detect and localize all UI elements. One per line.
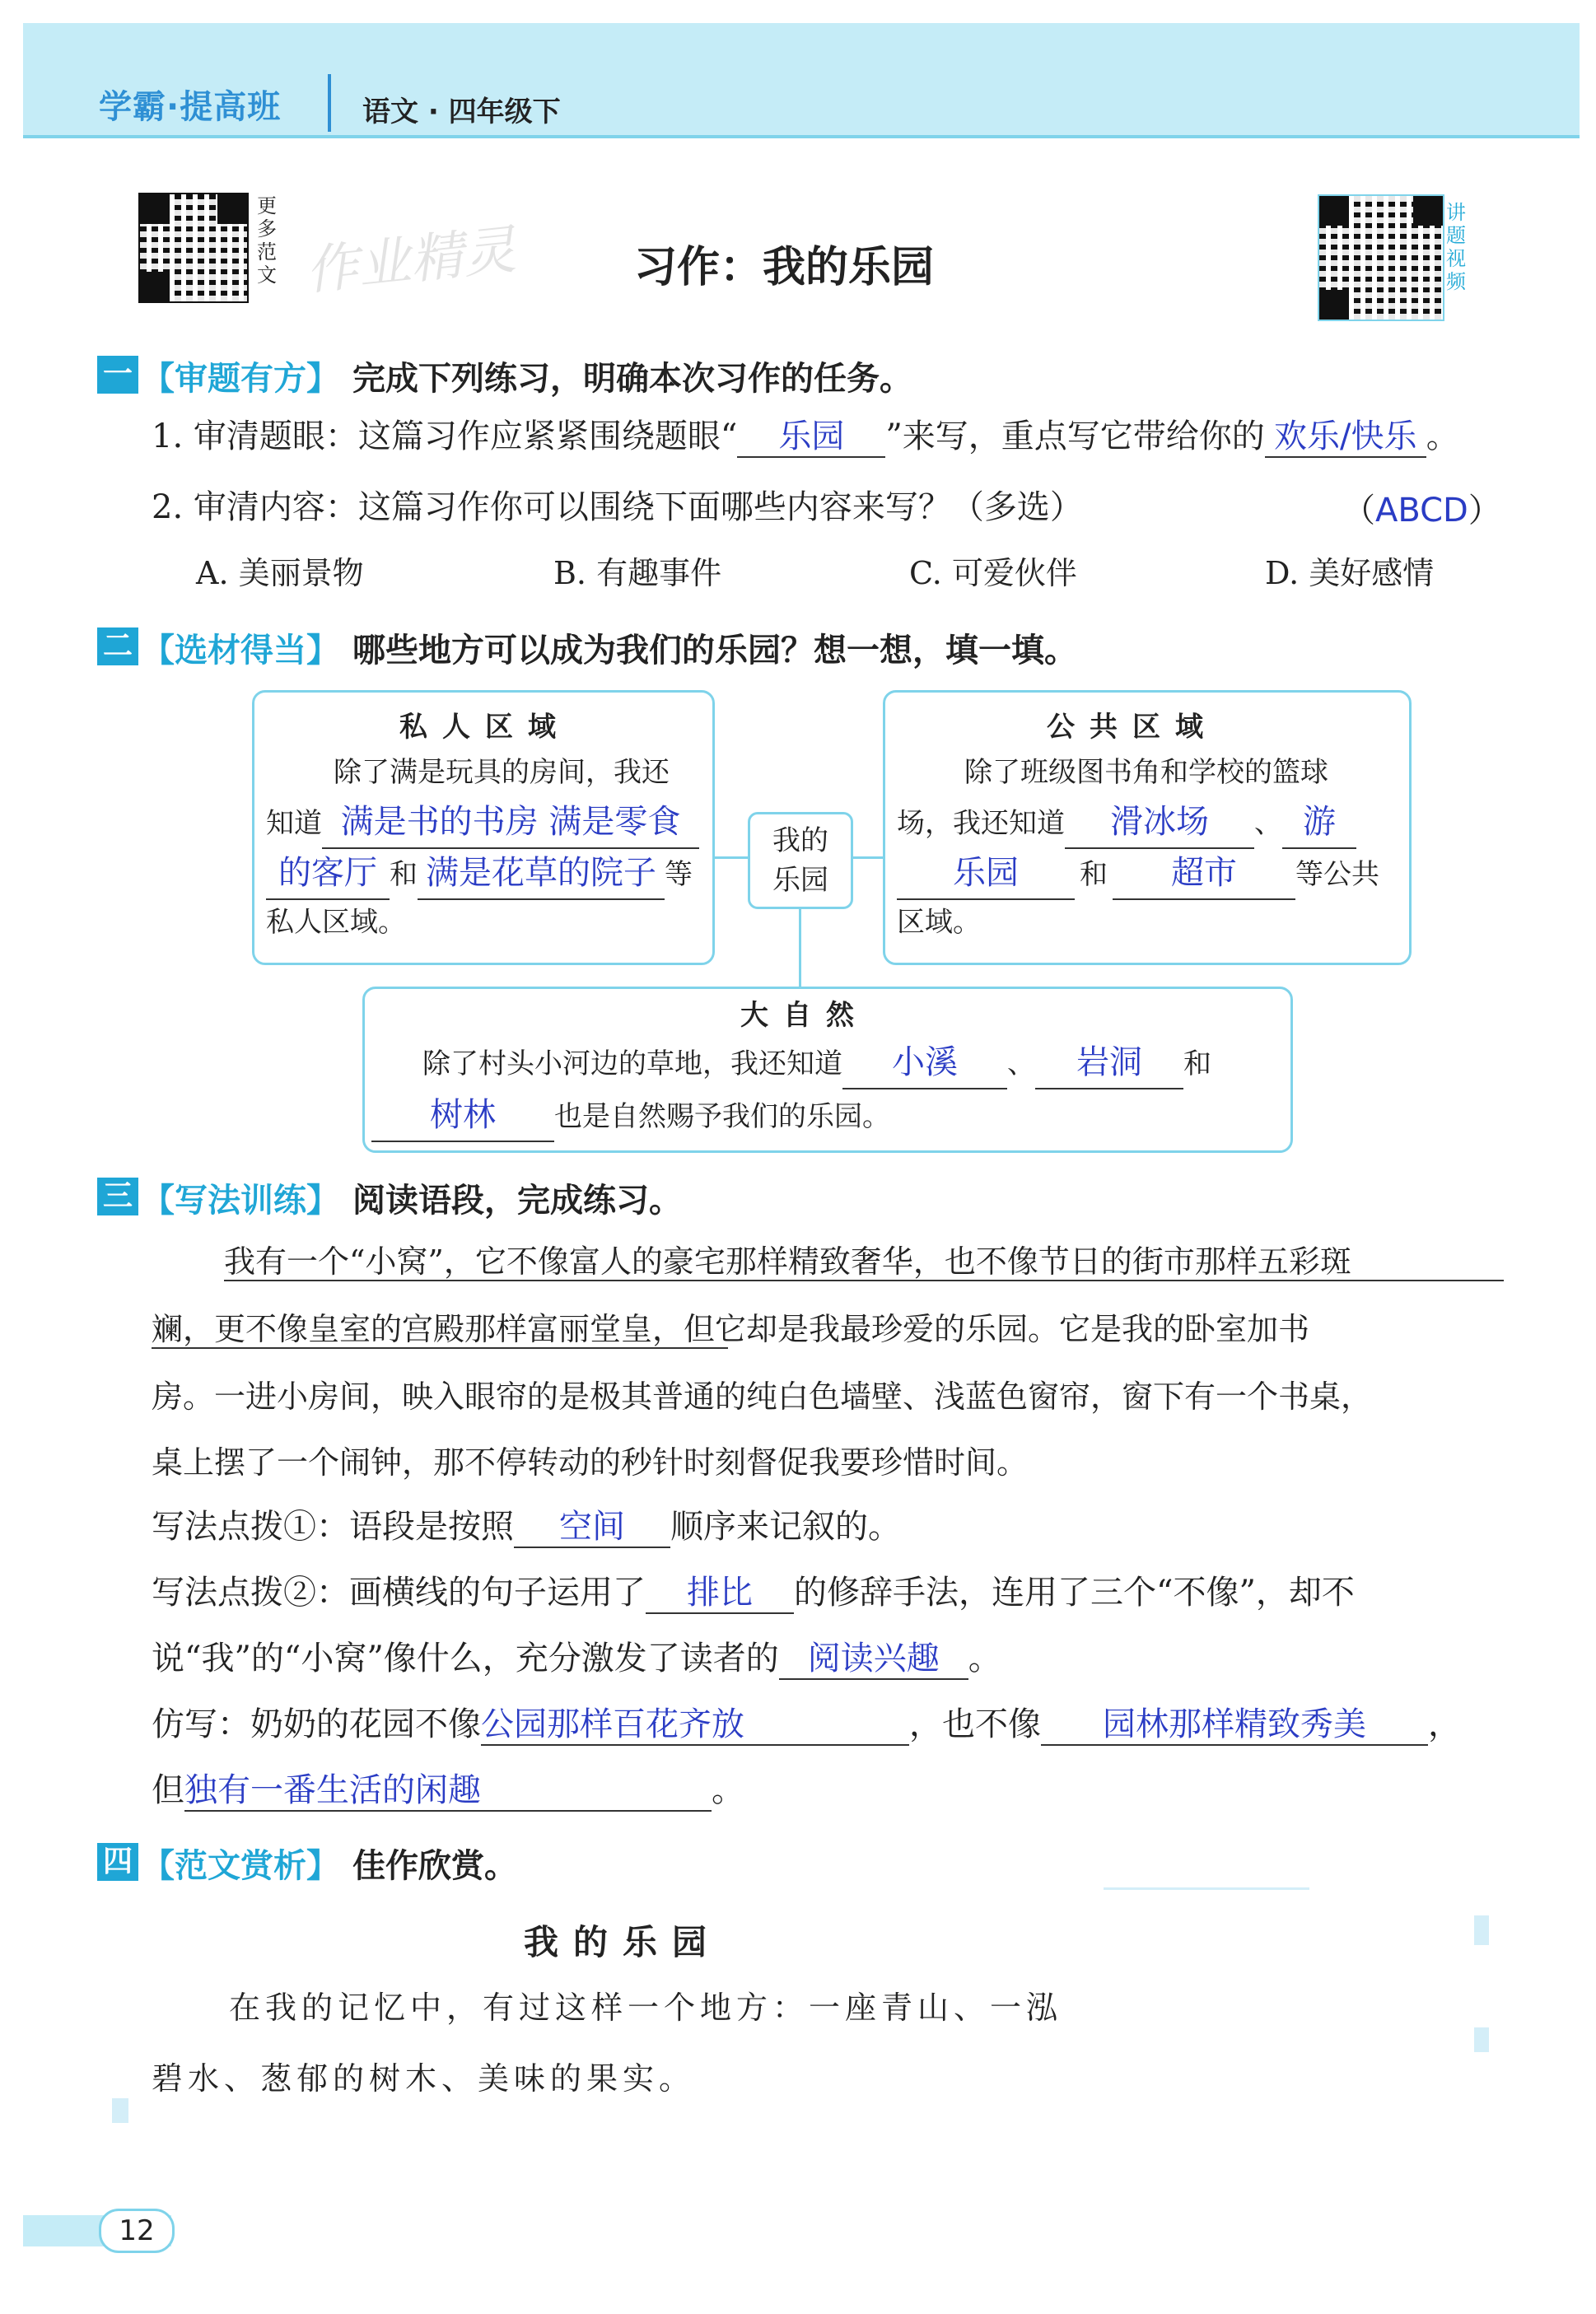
- q2-paren-close: ）: [1468, 492, 1501, 530]
- section-4-tag: 【范文赏析】: [142, 1847, 339, 1885]
- section-4-number: 四: [97, 1843, 138, 1881]
- section-1-number: 一: [97, 356, 138, 394]
- public-answer-2b[interactable]: 乐园: [897, 847, 1075, 900]
- watermark: 作业精灵: [302, 219, 519, 303]
- imitate-line-2: [152, 1770, 744, 1812]
- private-answer-1[interactable]: 满是书的书房 满是零食: [322, 796, 699, 849]
- section-3-tag: 【写法训练】: [142, 1182, 339, 1220]
- q1-middle: ”来写，重点写它带给你的: [885, 418, 1265, 455]
- imitate-comma: ，: [1428, 1705, 1461, 1743]
- passage-line-1: 我有一个“小窝”，它不像富人的豪宅那样精致奢华，也不像节日的街市那样五彩斑: [224, 1243, 1351, 1280]
- connector-down: [799, 904, 801, 987]
- nature-answer-3[interactable]: 树林: [371, 1089, 554, 1142]
- imitate-answer-2[interactable]: 园林那样精致秀美: [1041, 1705, 1428, 1746]
- qr-right-label: 讲题视频: [1446, 201, 1466, 293]
- public-answer-3[interactable]: 超市: [1113, 847, 1295, 900]
- private-etc: 等: [665, 858, 693, 891]
- nature-answer-1[interactable]: 小溪: [842, 1037, 1007, 1089]
- tip-2-answer-2[interactable]: 阅读兴趣: [779, 1639, 968, 1680]
- nature-suffix: 也是自然赐予我们的乐园。: [554, 1100, 890, 1133]
- option-d: D. 美好感情: [1265, 555, 1435, 591]
- tip-2-line-2-prefix: 说“我”的“小窝”像什么，充分激发了读者的: [152, 1640, 779, 1677]
- tip-1-prefix: 写法点拨①：语段是按照: [152, 1508, 514, 1546]
- imitate-line-2-prefix: 但: [152, 1771, 184, 1809]
- nature-and: 和: [1183, 1047, 1211, 1080]
- qr-left-label: 更多范文: [257, 194, 277, 287]
- tip-1: [152, 1507, 901, 1548]
- page-number: 12: [99, 2209, 175, 2253]
- q1-answer-blank[interactable]: 乐园: [737, 417, 885, 458]
- brand-divider: [328, 74, 331, 132]
- decor-line: [1104, 1887, 1309, 1890]
- subject-label: 语文 · 四年级下: [362, 96, 561, 128]
- public-suffix: 等公共: [1295, 858, 1379, 891]
- center-node: [748, 812, 853, 909]
- private-line-2-prefix: 知道: [266, 807, 322, 840]
- nature-answer-2[interactable]: 岩洞: [1035, 1037, 1183, 1089]
- tip-1-answer[interactable]: 空间: [514, 1507, 670, 1548]
- section-1-tag: 【审题有方】: [142, 360, 339, 398]
- option-c: C. 可爱伙伴: [909, 555, 1077, 591]
- section-2-number: 二: [97, 627, 138, 665]
- nature-line-2: [371, 1089, 890, 1142]
- brand-logo-text: 学霸·提高班: [99, 88, 282, 126]
- section-1-instruction: 完成下列练习，明确本次习作的任务。: [352, 360, 912, 398]
- decor-block: [1474, 1915, 1489, 1945]
- passage-line-3: 房。一进小房间，映入眼帘的是极其普通的纯白色墙壁、浅蓝色窗帘，窗下有一个书桌，: [152, 1379, 1373, 1415]
- public-area-title: 公共区域: [1047, 711, 1218, 744]
- imitate-prefix: 仿写：奶奶的花园不像: [152, 1705, 481, 1743]
- imitate-answer-3[interactable]: 独有一番生活的闲趣: [184, 1770, 712, 1812]
- private-area-box: [252, 690, 715, 965]
- passage-underline-1: [224, 1280, 1504, 1281]
- question-2-answer: [1342, 491, 1501, 530]
- connector-left: [710, 856, 749, 859]
- q1-answer-blank-2[interactable]: 欢乐/快乐: [1265, 417, 1426, 458]
- essay-title: 我的乐园: [524, 1922, 722, 1962]
- decor-block: [1474, 2027, 1489, 2052]
- private-answer-2[interactable]: 满是花草的院子: [418, 847, 665, 900]
- section-4-instruction: 佳作欣赏。: [352, 1847, 517, 1885]
- imitate-end: 。: [712, 1771, 744, 1809]
- page-title: 习作：我的乐园: [634, 243, 935, 292]
- tip-2-suffix: 的修辞手法，连用了三个“不像”，却不: [794, 1574, 1355, 1612]
- private-answer-1b[interactable]: 的客厅: [266, 847, 390, 900]
- passage-underline-2: [152, 1347, 728, 1349]
- public-line-1: 除了班级图书角和学校的篮球: [964, 756, 1328, 789]
- public-and: 和: [1080, 858, 1108, 891]
- tip-2-line-2: [152, 1639, 1001, 1680]
- nature-line-1-prefix: 除了村头小河边的草地，我还知道: [422, 1047, 842, 1080]
- private-line-3: [266, 847, 693, 900]
- tip-2-line-2-suffix: 。: [968, 1640, 1001, 1677]
- qr-code-left[interactable]: [138, 193, 249, 303]
- nature-sep: 、: [1007, 1047, 1035, 1080]
- connector-right: [850, 856, 883, 859]
- question-2: 2. 审清内容：这篇习作你可以围绕下面哪些内容来写？（多选）: [152, 488, 1083, 526]
- public-sep: 、: [1254, 807, 1282, 840]
- tip-1-suffix: 顺序来记叙的。: [670, 1508, 901, 1546]
- public-answer-2a[interactable]: 游: [1282, 796, 1356, 849]
- private-and: 和: [390, 858, 418, 891]
- public-line-2-prefix: 场，我还知道: [897, 807, 1065, 840]
- imitate-answer-1[interactable]: 公园那样百花齐放: [481, 1705, 909, 1746]
- imitate-line-1: [152, 1705, 1461, 1746]
- center-node-label: 我的乐园: [772, 824, 828, 897]
- option-a: A. 美丽景物: [196, 555, 364, 591]
- tip-2-prefix: 写法点拨②：画横线的句子运用了: [152, 1574, 646, 1612]
- private-line-4: 私人区域。: [266, 906, 406, 939]
- option-b: B. 有趣事件: [553, 555, 722, 591]
- public-answer-1[interactable]: 滑冰场: [1065, 796, 1254, 849]
- tip-2-answer[interactable]: 排比: [646, 1573, 794, 1614]
- public-line-3: [897, 847, 1379, 900]
- tip-2: [152, 1573, 1355, 1614]
- nature-box: [362, 987, 1293, 1153]
- private-area-title: 私人区域: [399, 711, 571, 744]
- q1-prefix: 1. 审清题眼：这篇习作应紧紧围绕题眼“: [152, 418, 738, 455]
- private-line-2: [266, 796, 699, 849]
- nature-line-1: [422, 1037, 1211, 1089]
- header-divider: [23, 135, 1580, 138]
- passage-line-2: 斓，更不像皇室的宫殿那样富丽堂皇，但它却是我最珍爱的乐园。它是我的卧室加书: [152, 1311, 1310, 1347]
- public-line-4: 区域。: [897, 906, 981, 939]
- private-line-1: 除了满是玩具的房间，我还: [334, 756, 670, 789]
- decor-block: [112, 2098, 128, 2123]
- question-1: [152, 417, 1459, 458]
- public-area-box: [883, 690, 1412, 965]
- q1-suffix: 。: [1426, 418, 1459, 455]
- section-2-instruction: 哪些地方可以成为我们的乐园？想一想，填一填。: [352, 632, 1077, 669]
- q2-paren-open: （: [1342, 492, 1375, 530]
- passage-line-4: 桌上摆了一个闹钟，那不停转动的秒针时刻督促我要珍惜时间。: [152, 1444, 1029, 1481]
- public-line-2: [897, 796, 1356, 849]
- nature-title: 大自然: [740, 999, 869, 1032]
- section-3-instruction: 阅读语段，完成练习。: [352, 1182, 682, 1220]
- q2-answer[interactable]: ABCD: [1375, 492, 1468, 530]
- section-3-number: 三: [97, 1178, 138, 1215]
- essay-line-1: 在我的记忆中，有过这样一个地方：一座青山、一泓: [229, 1990, 1063, 2026]
- qr-code-right[interactable]: [1318, 194, 1444, 321]
- imitate-mid: ，也不像: [909, 1705, 1041, 1743]
- essay-line-2: 碧水、葱郁的树木、美味的果实。: [152, 2060, 696, 2097]
- section-2-tag: 【选材得当】: [142, 632, 339, 669]
